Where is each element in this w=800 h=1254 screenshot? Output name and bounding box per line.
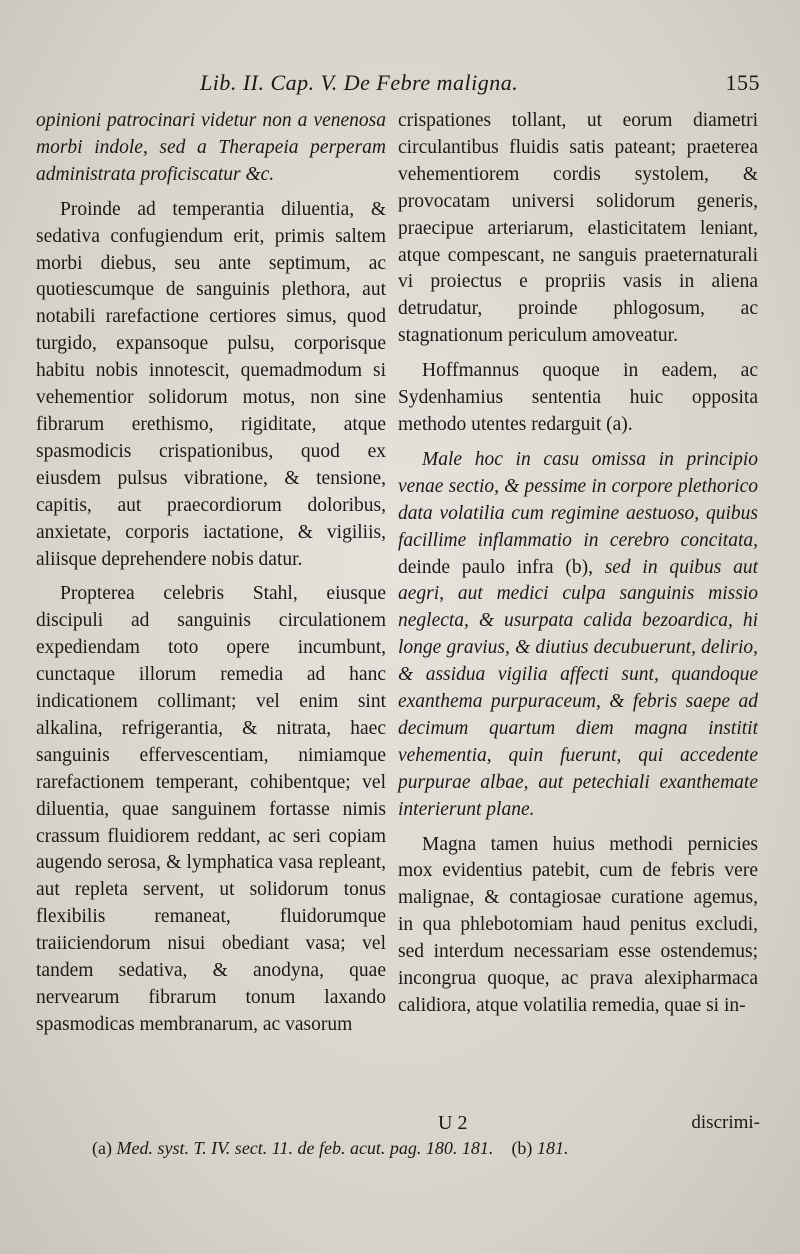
footnotes: [92, 1138, 772, 1159]
page-number: 155: [725, 70, 760, 95]
footnote-a-text: Med. syst. T. IV. sect. 11. de feb. acut. pag. 180. 181.: [116, 1138, 494, 1158]
footnote-a-mark: (a): [92, 1138, 112, 1158]
footnote-b-text: 181.: [536, 1138, 569, 1158]
footnote-b-mark: (b): [511, 1138, 533, 1158]
running-title: Lib. II. Cap. V. De Febre maligna.: [200, 70, 519, 95]
quotation-text: sed in quibus aut aegri, aut medici culpa sanguinis missio neglecta, & usurpata calida bezoardica, hi longe gravius, & diutius decubuerunt, delirio, & assidua vigilia affecti sunt, quandoque exanthema purpuraceum, & febris saepe ad decimum quartum diem magna institit vehementia, quin fuerunt, qui accedente purpurae albae, aut petechiali exanthemate interierunt plane.: [398, 556, 758, 820]
catchword: discrimi-: [691, 1112, 760, 1133]
quotation-text: Male hoc in casu omissa in principio venae sectio, & pessime in corpore plethorico data volatilia cum regimine aestuoso, quibus facillime inflammatio in cerebro concitata,: [398, 448, 758, 551]
paragraph: opinioni patrocinari videtur non a venenosa morbi indole, sed a Therapeia perperam administrata proficiscatur &c.: [36, 110, 386, 185]
paragraph: Magna tamen huius methodi pernicies mox evidentius patebit, cum de febris vere malignae, & contagiosae curatione agemus, in qua phlebotomiam haud penitus excludi, sed interdum necessariam esse ostendemus; incongrua quoque, ac prava alexipharmaca calidiora, atque volatilia remedia, quae si in-: [398, 833, 758, 1016]
paragraph: Proinde ad temperantia diluentia, & sedativa confugiendum erit, primis saltem morbi diebus, seu ante septimum, ac quotiescumque de sanguinis plethora, aut notabili rarefactione certiores simus, quod turgido, expansoque pulsu, corporisque habitu nobis innotescit, quemadmodum si vehementior solidorum motus, non sine fibrarum erethismo, rigiditate, atque spasmodicis crispationibus, quod ex eiusdem pulsus vibratione, & tensione, capitis, aut praecordiorum doloribus, anxietate, corporis iactatione, & vigiliis, aliisque deprehendere nobis datur.: [36, 198, 386, 570]
signature-mark: U 2: [438, 1112, 468, 1134]
left-column: [36, 108, 386, 1047]
right-column: [398, 108, 758, 1028]
quotation-paragraph: [398, 447, 758, 824]
paragraph: Hoffmannus quoque in eadem, ac Sydenhamius sententia huic opposita methodo utentes redarguit (a).: [398, 360, 758, 435]
citation-inline: deinde paulo infra (b),: [398, 556, 605, 578]
paragraph: Propterea celebris Stahl, eiusque discipuli ad sanguinis circulationem expediendam toto opere incumbunt, cunctaque illorum remedia ad hanc indicationem collimant; vel enim sint alkalina, refrigerantia, & nitrata, haec sanguinis effervescentiam, nimiamque rarefactionem temperant, cohibentque; vel diluentia, quae sanguinem fortasse nimis crassum fluidiorem reddant, ac seri copiam augendo serosa, & lymphatica vasa repleant, aut repleta servent, ut solidorum tonus flexibilis remaneat, fluidorumque traiiciendorum nisui obediant vasa; vel tandem sedativa, & anodyna, quae nervearum fibrarum tonum laxando spasmodicas membranarum, ac vasorum: [36, 583, 386, 1035]
paragraph: crispationes tollant, ut eorum diametri circulantibus fluidis satis pateant; praeterea vehementiorem cordis systolem, & provocatam universi solidorum generis, praecipue arteriarum, elasticitatem leniant, atque compescant, ne sanguis praeternaturali vi proiectus e propriis vasis in aliena detrudatur, proinde phlogosum, ac stagnationum periculum amoveatur.: [398, 110, 758, 347]
